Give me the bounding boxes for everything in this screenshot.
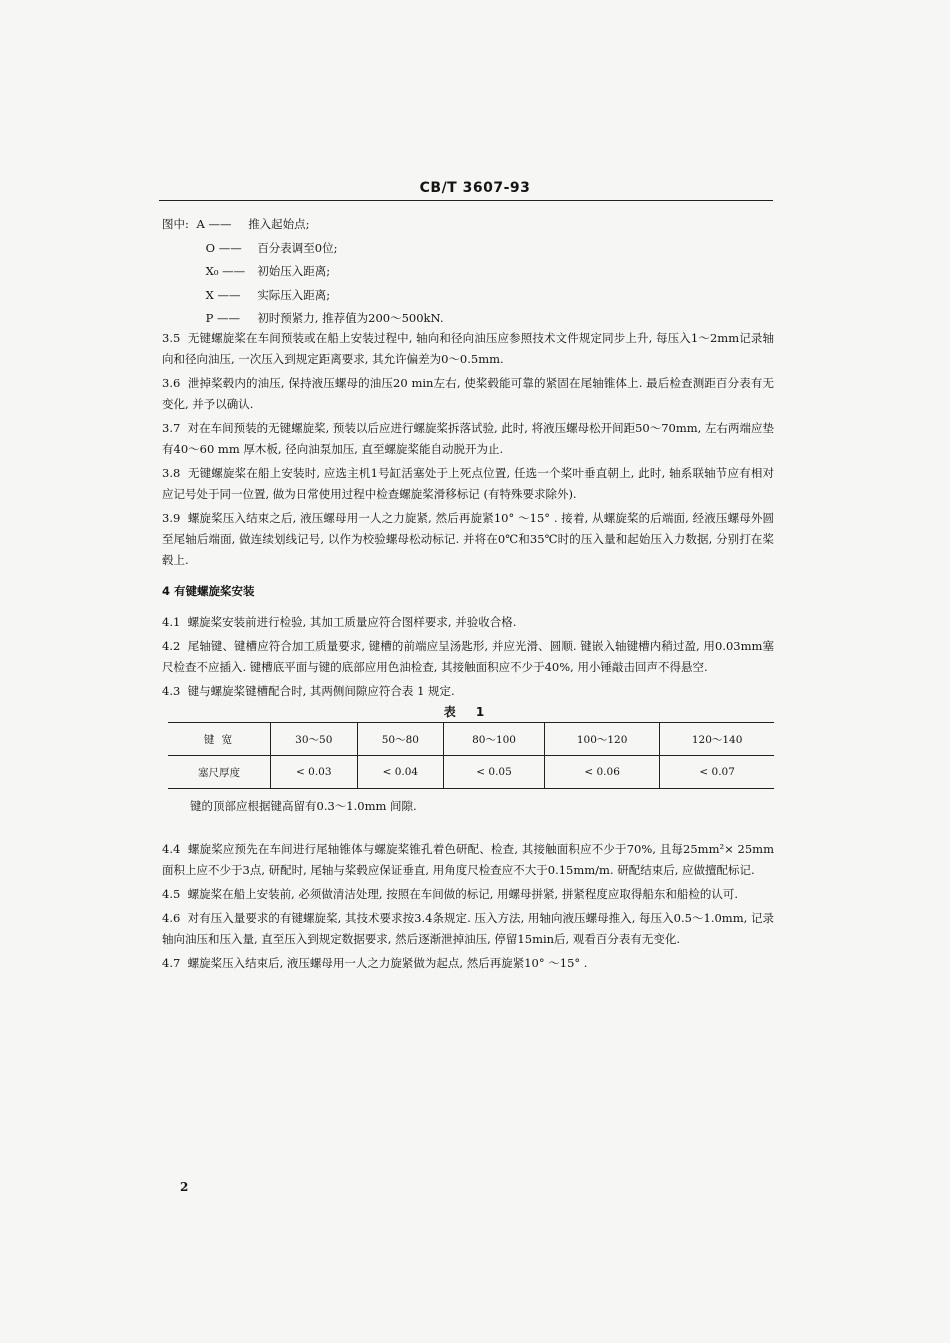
legend-text: 百分表调至0位; — [257, 240, 338, 255]
legend-text: 初时预紧力, 推荐值为200～500kN. — [257, 311, 444, 325]
legend-row — [162, 260, 443, 284]
table-row-label: 键 宽 — [168, 723, 271, 756]
standard-code-header: CB/T 3607-93 — [419, 180, 531, 196]
table-cell: 50～80 — [357, 723, 444, 756]
clause-4-6: 4.6 对有压入量要求的有键螺旋桨, 其技术要求按3.4条规定. 压入方法, 用轴向液压螺母推入, 每压入0.5～1.0mm, 记录轴向油压和压入量, 直至压入到规定数据要求, 然后逐渐泄掉油压, 停留15min后, 观看百分表有无变化. — [162, 911, 774, 946]
table-cell: < 0.05 — [444, 756, 545, 789]
section-4-heading: 4 有键螺旋桨安装 — [162, 584, 255, 598]
clause-4-2: 4.2 尾轴键、键槽应符合加工质量要求, 键槽的前端应呈汤匙形, 并应光滑、圆顺. 键嵌入轴键槽内稍过盈, 用0.03mm塞尺检查不应插入. 键槽底平面与键的底部应用色油检查, 其接触面积应不少于40%, 用小锤敲击回声不得悬空. — [162, 639, 774, 674]
legend-row — [162, 284, 443, 308]
table-cell: < 0.04 — [357, 756, 444, 789]
legend-key: X —— — [205, 287, 241, 302]
table-cell: 80～100 — [444, 723, 545, 756]
clause-3-6: 3.6 泄掉桨毂内的油压, 保持液压螺母的油压20 min左右, 使桨毂能可靠的紧固在尾轴锥体上. 最后检查测距百分表有无变化, 并予以确认. — [162, 376, 774, 411]
legend-row — [162, 307, 443, 331]
table-1 — [168, 722, 774, 789]
legend-row — [162, 213, 443, 237]
table-cell: < 0.06 — [544, 756, 659, 789]
legend-key: P —— — [205, 311, 241, 325]
table-row — [168, 756, 774, 789]
legend-key: X₀ —— — [205, 264, 246, 278]
table-row-label: 塞尺厚度 — [168, 756, 271, 789]
clause-3-8: 3.8 无键螺旋桨在船上安装时, 应选主机1号缸活塞处于上死点位置, 任选一个桨叶垂直朝上, 此时, 轴系联轴节应有相对应记号处于同一位置, 做为日常使用过程中检查螺旋桨滑移标记 (有特殊要求除外). — [162, 466, 774, 501]
clause-4-4: 4.4 螺旋桨应预先在车间进行尾轴锥体与螺旋桨锥孔着色研配、检查, 其接触面积应不少于70%, 且每25mm²× 25mm 面积上应不少于3点, 研配时, 尾轴与桨毂应保证垂直, 用角度尺检查应不大于0.15mm/m. 研配结束后, 应做擅配标记. — [162, 842, 778, 877]
table-cell: 30～50 — [271, 723, 358, 756]
table-1-note: 键的顶部应根据键高留有0.3～1.0mm 间隙. — [190, 799, 417, 813]
clause-3-9: 3.9 螺旋桨压入结束之后, 液压螺母用一人之力旋紧, 然后再旋紧10° ～15° . 接着, 从螺旋桨的后端面, 经液压螺母外圆至尾轴后端面, 做连续划线记号, 以作为校验螺母松动标记. 并将在0℃和35℃时的压入量和起始压入力数据, 分别打在桨毂上. — [162, 511, 774, 567]
clause-4-1: 4.1 螺旋桨安装前进行检验, 其加工质量应符合图样要求, 并验收合格. — [162, 615, 517, 629]
clause-3-7: 3.7 对在车间预装的无键螺旋桨, 预装以后应进行螺旋桨拆落试验, 此时, 将液压螺母松开间距50～70mm, 左右两端应垫有40～60 mm 厚木板, 径向油泵加压, 直至螺旋桨能自动脱开为止. — [162, 421, 774, 456]
clause-4-7: 4.7 螺旋桨压入结束后, 液压螺母用一人之力旋紧做为起点, 然后再旋紧10° ～15° . — [162, 956, 588, 970]
table-cell: < 0.03 — [271, 756, 358, 789]
table-1-title: 表 1 — [443, 705, 493, 719]
clause-4-3: 4.3 键与螺旋桨键槽配合时, 其两侧间隙应符合表 1 规定. — [162, 684, 455, 698]
table-cell: 120～140 — [660, 723, 774, 756]
figure-legend — [162, 213, 443, 331]
table-row — [168, 723, 774, 756]
legend-text: 推入起始点; — [248, 217, 310, 231]
table-cell: < 0.07 — [660, 756, 774, 789]
page-number: 2 — [180, 1180, 189, 1194]
header-rule — [159, 200, 773, 201]
legend-key: A —— — [196, 217, 232, 231]
clause-3-5: 3.5 无键螺旋桨在车间预装或在船上安装过程中, 轴向和径向油压应参照技术文件规定同步上升, 每压入1～2mm记录轴向和径向油压, 一次压入到规定距离要求, 其允许偏差为0～0.5mm. — [162, 331, 774, 366]
table-cell: 100～120 — [544, 723, 659, 756]
legend-prefix: 图中: — [162, 217, 189, 231]
legend-row — [162, 237, 443, 261]
clause-4-5: 4.5 螺旋桨在船上安装前, 必须做清洁处理, 按照在车间做的标记, 用螺母拼紧, 拼紧程度应取得船东和船检的认可. — [162, 887, 738, 901]
legend-text: 初始压入距离; — [257, 264, 331, 278]
legend-text: 实际压入距离; — [257, 287, 331, 302]
document-body — [162, 328, 778, 974]
legend-key: O —— — [205, 240, 242, 255]
